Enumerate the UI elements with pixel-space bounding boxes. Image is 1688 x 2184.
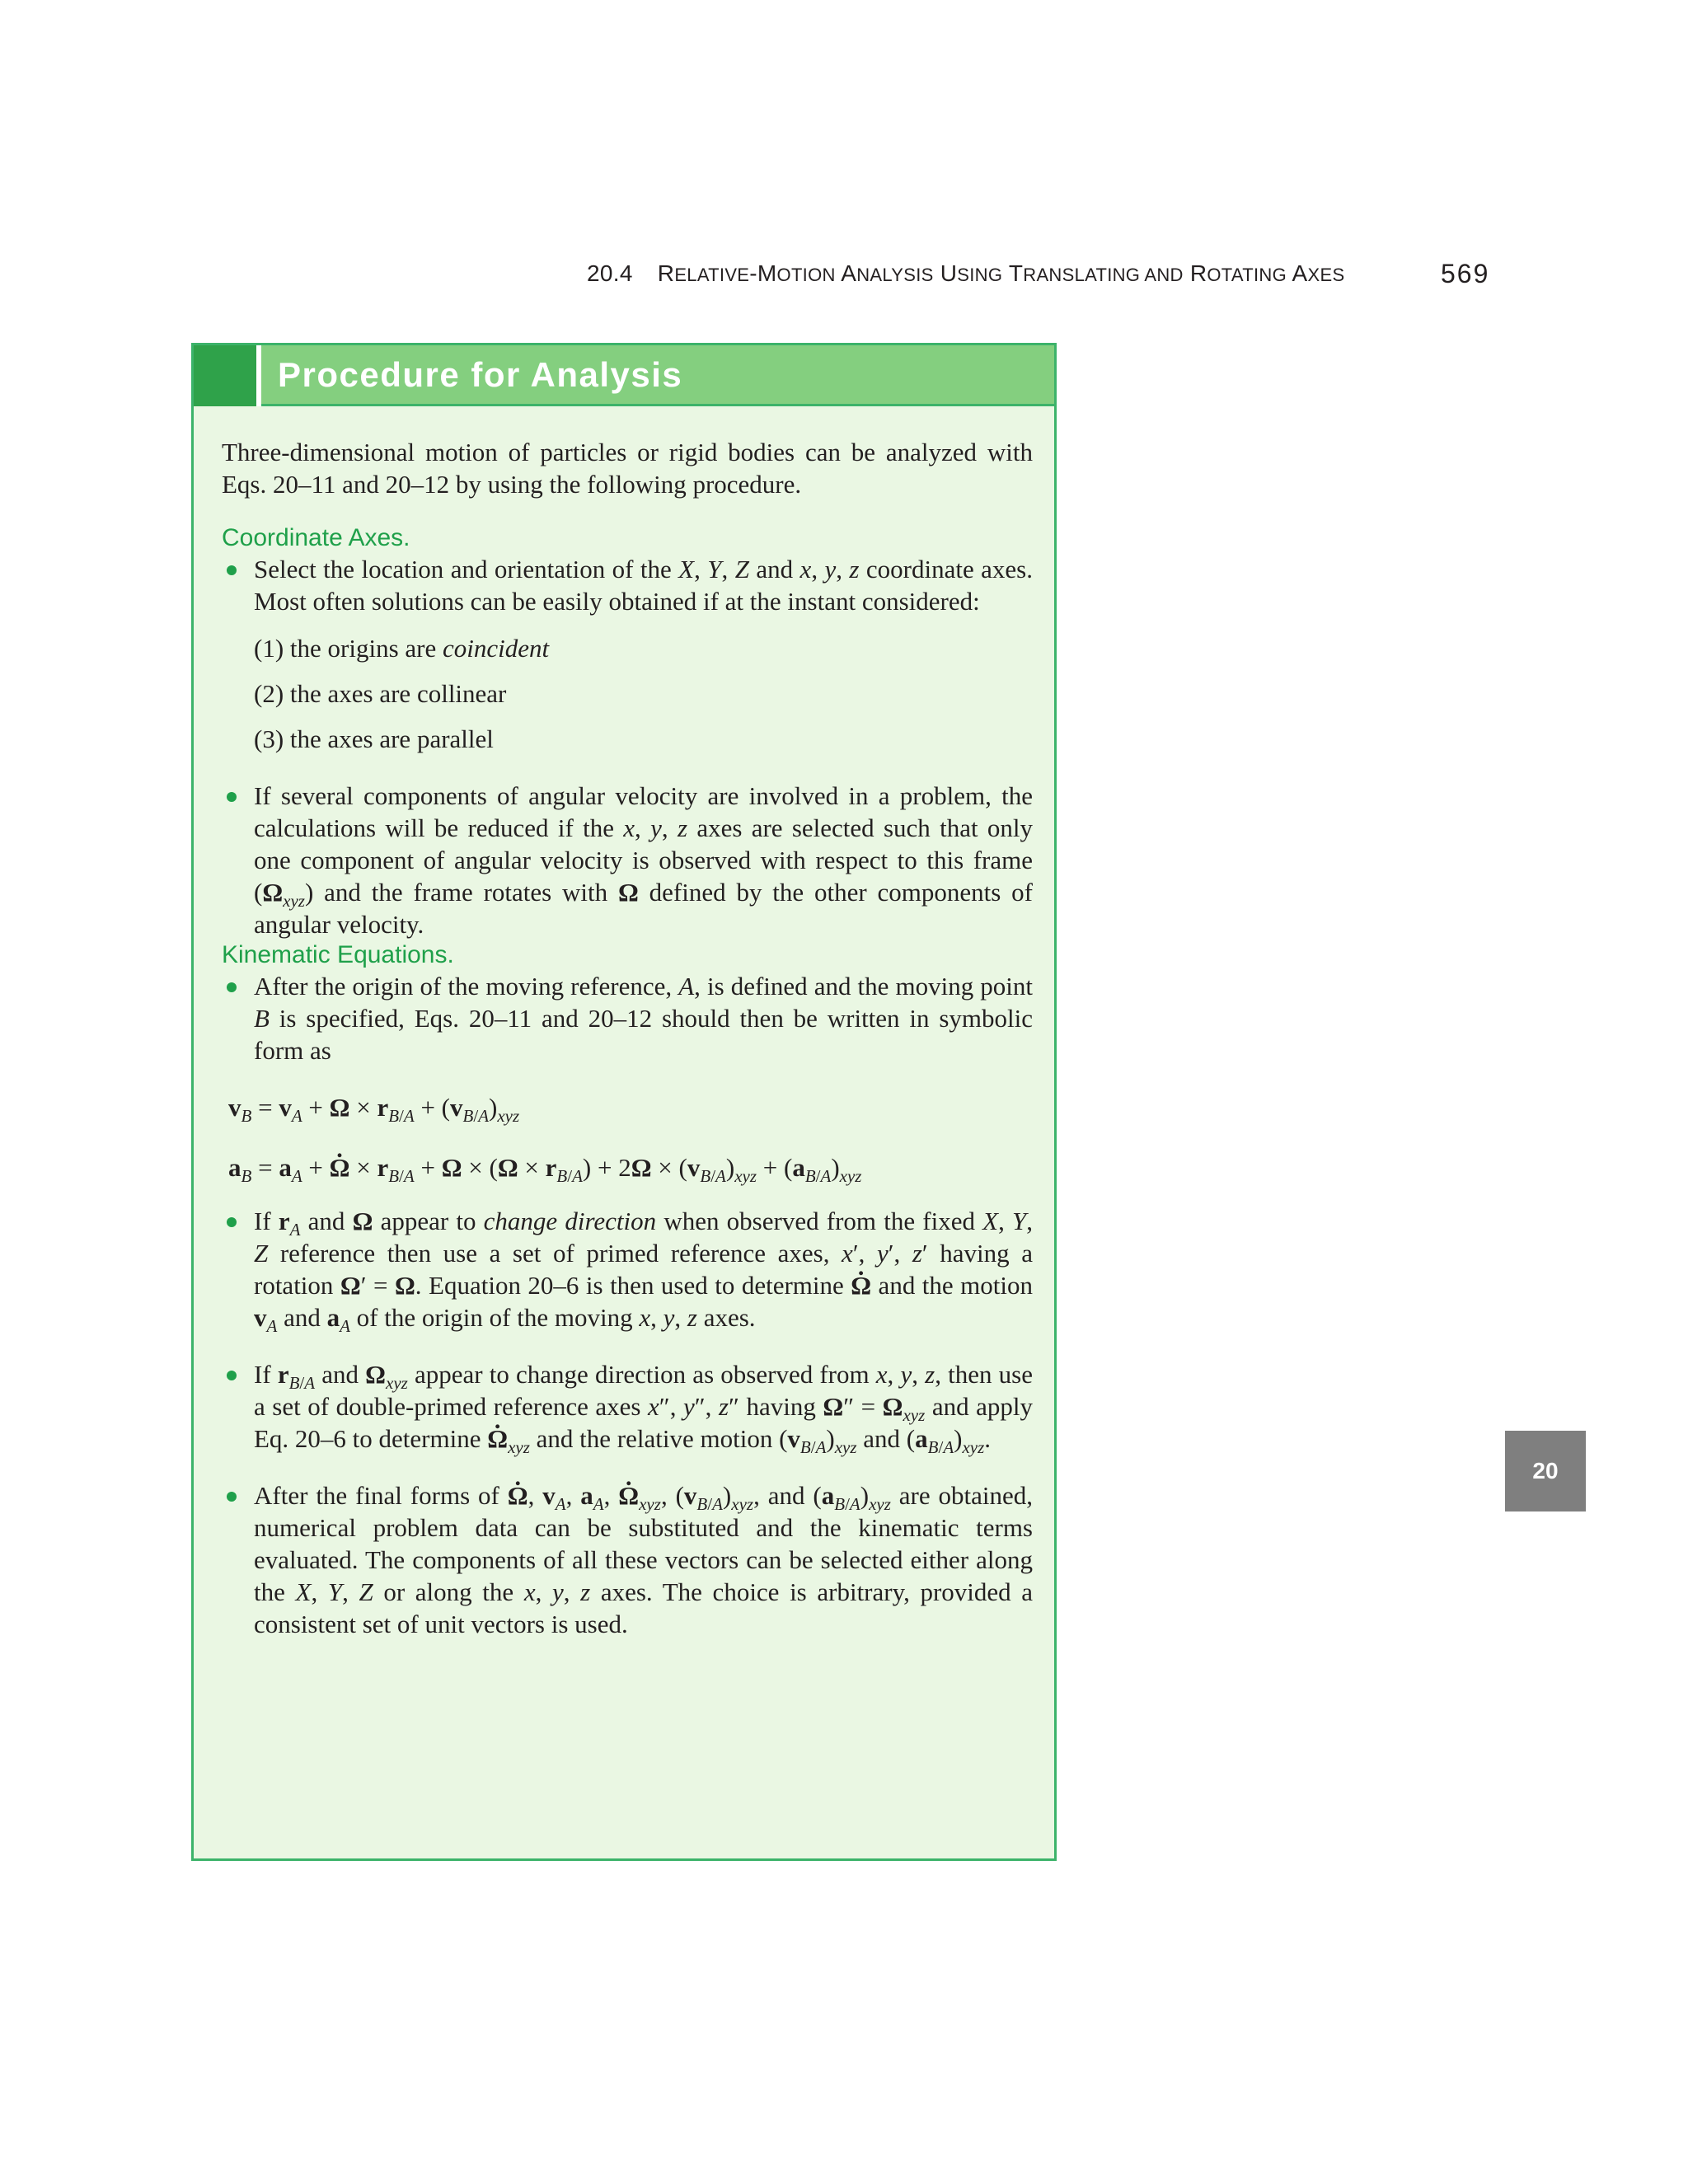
intro-paragraph: Three-dimensional motion of particles or rigid bodies can be analyzed with Eqs. 20–11 and 20–12 by using the following procedure. [222, 438, 1033, 499]
bullet-text: If several components of angular velocity are involved in a problem, the calculations will be reduced if the x, y, z axes are selected such that only one component of angular velocity is observed with respect to this frame $(\Omega_{xyz})$ and the frame rotates with Ω defined by the other components of angular velocity. [254, 781, 1034, 939]
bullet-text: After the origin of the moving reference, A, is defined and the moving point B is specified, Eqs. 20–11 and 20–12 should then be written in symbolic form as [254, 972, 1034, 1065]
bullet-dot [227, 565, 237, 575]
page-number: 569 [1441, 259, 1490, 288]
bullet-dot [227, 1492, 237, 1502]
velocity-equation: $v_B = v_A + \Omega \times r_{B/A} + (v_{B/A})_{xyz}$ [228, 1093, 520, 1127]
bullet-moving-reference [222, 970, 1033, 1066]
bullet-angular-velocity [222, 780, 1033, 940]
bullet-double-primed-axes [222, 1358, 1034, 1458]
conditions-list [254, 632, 1033, 755]
bullet-dot [227, 792, 237, 802]
section-number: 20.4 [587, 260, 633, 286]
procedure-title: Procedure for Analysis [278, 355, 683, 394]
chapter-tab: 20 [1505, 1431, 1586, 1511]
heading-kinematic-equations: Kinematic Equations. [222, 941, 454, 968]
condition-1: (1) the origins are coincident [254, 634, 550, 663]
kinematic-equations [228, 1091, 1033, 1187]
procedure-content [222, 436, 1033, 1640]
bullet-text: Select the location and orientation of the X, Y, Z and x, y, z coordinate axes. Most often solutions can be easily obtained if at the instant considered: [254, 555, 1033, 616]
bullet-primed-axes [222, 1205, 1034, 1337]
condition-2: (2) the axes are collinear [254, 679, 507, 708]
bullet-final-forms [222, 1479, 1033, 1640]
section-title: RELATIVE-MOTION ANALYSIS USING TRANSLATING AND ROTATING AXES [657, 260, 1345, 286]
header-accent-block [194, 345, 256, 406]
bullet-dot [227, 982, 237, 992]
running-header [587, 260, 1344, 287]
bullet-dot [227, 1371, 237, 1380]
bullet-text: If $r_{B/A}$ and $\Omega_{xyz}$ appear to change direction as observed from x, y, z, then use a set of double-primed reference axes x″, y″, z″ having $\Omega'' = \Omega_{xyz}$ and apply Eq. 20–6 to determine Ω $._{xyz}$ and the relative motion $(v_{B/A})_{xyz}$ and $(a_{B/A})_{xyz}$. [254, 1358, 1033, 1455]
condition-3: (3) the axes are parallel [254, 724, 494, 753]
procedure-box [191, 343, 1057, 1861]
bullet-select-location [222, 553, 1033, 617]
acceleration-equation: $a_B = a_A + \Omega$ . × $r_{B/A} + \Omega \times (\Omega \times r_{B/A}) + 2\Omega \times (v_{B/A})_{xyz} + (a_{B/A})_{xyz}$ [228, 1151, 1033, 1183]
header-separator [256, 345, 261, 406]
procedure-box-header [194, 345, 1054, 406]
bullet-text: If $r_A$ and Ω appear to change direction when observed from the fixed X, Y, Z reference then use a set of primed reference axes, x′, y′, z′ having a rotation Ω′ = Ω. Equation 20–6 is then used to determine Ω . and the motion $v_A$ and $a_A$ of the origin of the moving x, y, z axes. [254, 1205, 1033, 1333]
heading-coordinate-axes: Coordinate Axes. [222, 524, 410, 551]
bullet-text: After the final forms of Ω ., $v_A$, $a_A$, Ω $._{xyz}$, $(v_{B/A})_{xyz}$, and $(a_{B/A})_{xyz}$ are obtained, numerical problem data can be substituted and the kinematic terms evaluated. The components of all these vectors can be selected either along the X, Y, Z or along the x, y, z axes. The choice is arbitrary, provided a consistent set of unit vectors is used. [254, 1479, 1033, 1640]
bullet-dot [227, 1217, 237, 1227]
